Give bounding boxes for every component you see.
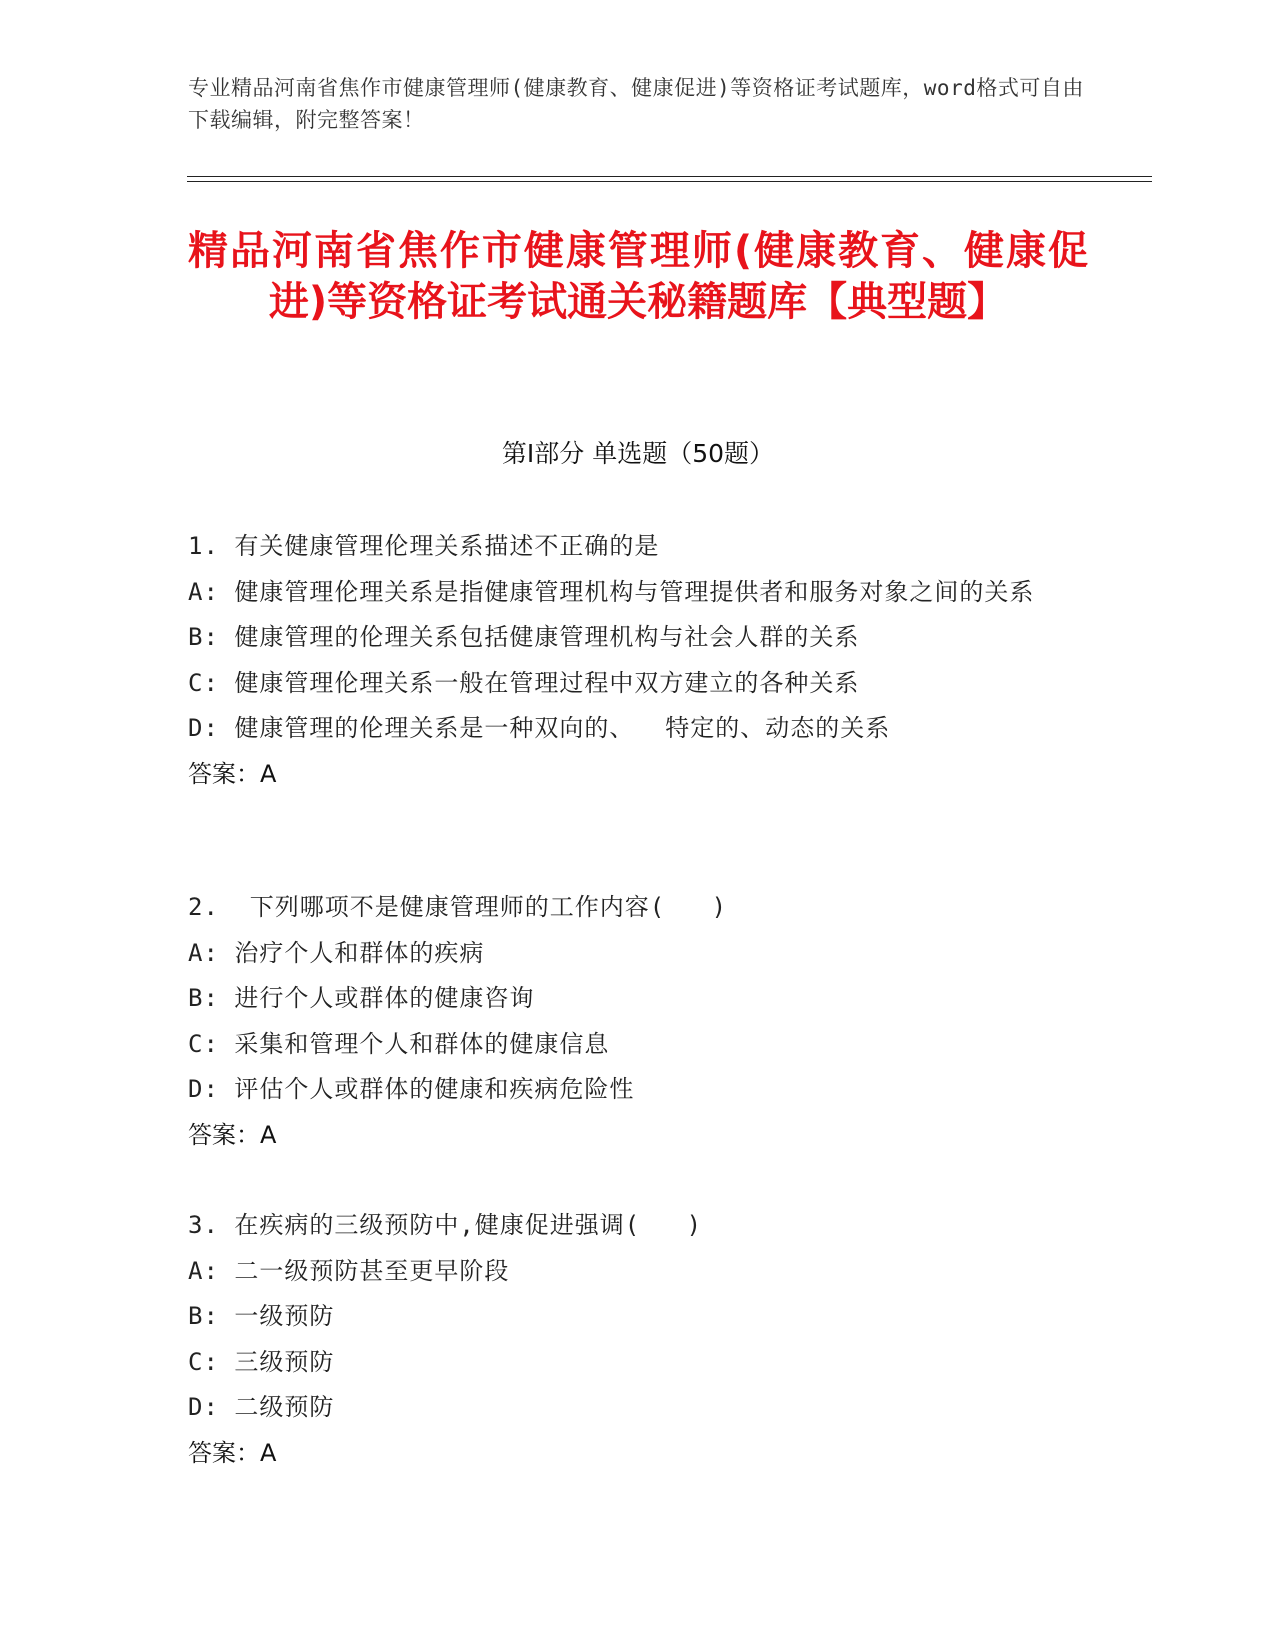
answer: 答案：A (188, 1120, 277, 1149)
option-b: B: 进行个人或群体的健康咨询 (188, 984, 535, 1012)
answer: 答案：A (188, 759, 277, 788)
question-2 (188, 885, 1088, 1158)
option-c: C: 健康管理伦理关系一般在管理过程中双方建立的各种关系 (188, 668, 860, 697)
option-b: B: 一级预防 (188, 1302, 335, 1330)
option-a: A: 健康管理伦理关系是指健康管理机构与管理提供者和服务对象之间的关系 (188, 577, 1035, 606)
option-d: D: 二级预防 (188, 1393, 335, 1421)
option-c: C: 三级预防 (188, 1347, 335, 1376)
answer: 答案：A (188, 1438, 277, 1467)
question-stem: 3. 在疾病的三级预防中,健康促进强调( ) (188, 1211, 703, 1239)
option-b: B: 健康管理的伦理关系包括健康管理机构与社会人群的关系 (188, 623, 860, 651)
header-divider-bottom (187, 181, 1152, 182)
option-a: A: 二一级预防甚至更早阶段 (188, 1256, 510, 1285)
page-header-note: 专业精品河南省焦作市健康管理师(健康教育、健康促进)等资格证考试题库，word格式可自由下载编辑，附完整答案！ (188, 76, 1084, 132)
question-1 (188, 524, 1088, 797)
section-heading: 第Ⅰ部分 单选题（50题） (501, 439, 775, 468)
option-a: A: 治疗个人和群体的疾病 (188, 938, 485, 967)
question-stem: 2. 下列哪项不是健康管理师的工作内容( ) (188, 893, 728, 921)
question-stem: 1. 有关健康管理伦理关系描述不正确的是 (188, 532, 660, 560)
option-d: D: 评估个人或群体的健康和疾病危险性 (188, 1075, 635, 1103)
question-3 (188, 1203, 1088, 1476)
header-divider-top (187, 176, 1152, 177)
option-c: C: 采集和管理个人和群体的健康信息 (188, 1029, 610, 1058)
option-d: D: 健康管理的伦理关系是一种双向的、 特定的、动态的关系 (188, 714, 891, 742)
document-title: 精品河南省焦作市健康管理师(健康教育、健康促进)等资格证考试通关秘籍题库【典型题】 (188, 228, 1088, 325)
